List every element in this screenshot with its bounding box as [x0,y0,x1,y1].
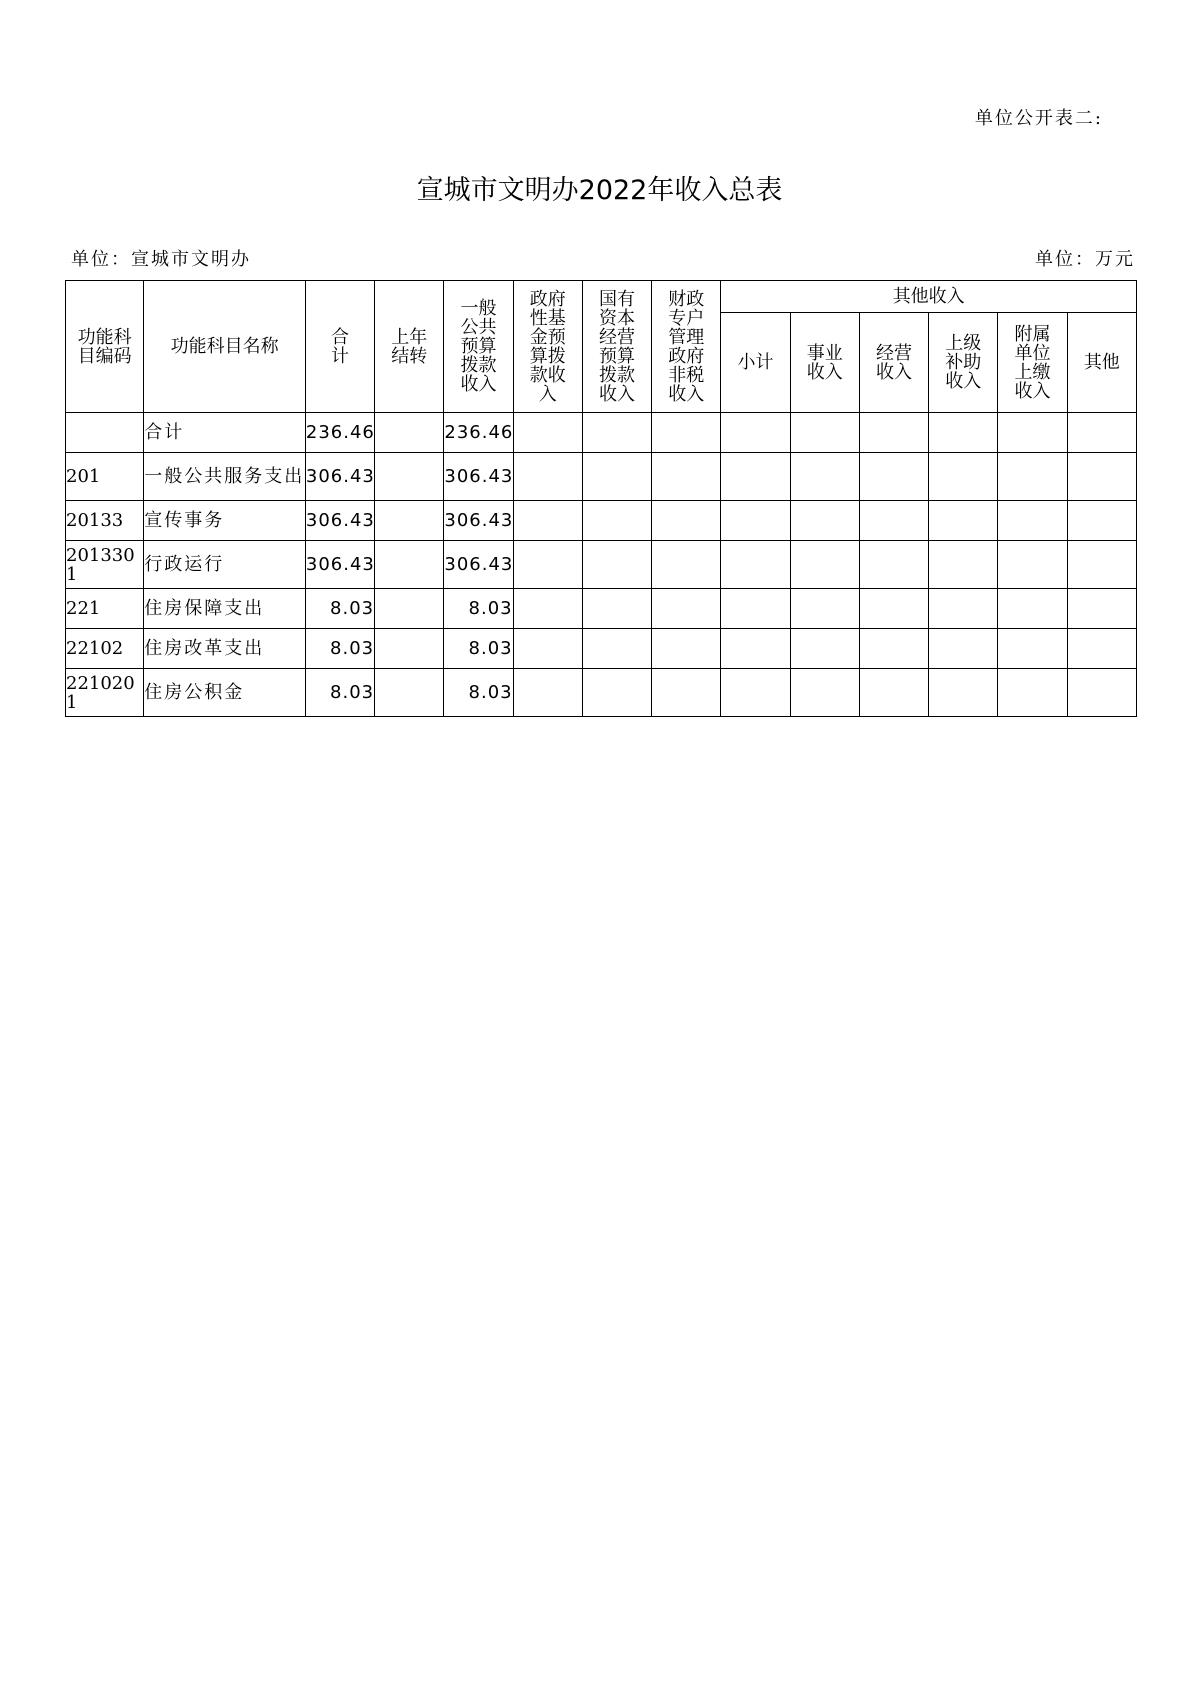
table-row [66,413,1137,453]
header-other-misc: 其他 [1067,313,1136,413]
table-row [66,453,1137,501]
row-general-budget: 306.43 [444,453,513,501]
row-name: 住房改革支出 [144,629,306,669]
row-name: 住房保障支出 [144,589,306,629]
row-total: 306.43 [305,541,374,589]
header-name: 功能科目名称 [144,281,306,413]
row-total: 8.03 [305,629,374,669]
header-general-budget: 一般公共预算拨款收入 [444,281,513,413]
row-code: 20133 [66,501,144,541]
row-name: 一般公共服务支出 [144,453,306,501]
header-other-affiliated: 附属单位上缴收入 [998,313,1067,413]
page-title: 宣城市文明办2022年收入总表 [416,175,783,206]
form-number: 单位公开表二: [974,108,1103,129]
row-general-budget: 8.03 [444,629,513,669]
row-general-budget: 8.03 [444,589,513,629]
table-row [66,589,1137,629]
row-carryover [375,453,444,501]
row-total: 306.43 [305,501,374,541]
row-general-budget: 306.43 [444,541,513,589]
income-summary-table [65,280,1137,717]
row-carryover [375,541,444,589]
row-total: 306.43 [305,453,374,501]
row-carryover [375,589,444,629]
reporting-unit: 单位：宣城市文明办 [71,249,251,270]
header-other-income: 其他收入 [721,281,1137,313]
header-carryover: 上年结转 [375,281,444,413]
table-row [66,629,1137,669]
row-name: 宣传事务 [144,501,306,541]
header-state-capital: 国有资本经营预算拨款收入 [582,281,651,413]
row-code: 22102 [66,629,144,669]
header-other-subtotal: 小计 [721,313,790,413]
header-other-operating: 经营收入 [859,313,928,413]
header-total: 合计 [305,281,374,413]
row-code: 2210201 [66,669,144,717]
row-general-budget: 306.43 [444,501,513,541]
row-name: 合计 [144,413,306,453]
row-total: 8.03 [305,589,374,629]
row-carryover [375,413,444,453]
row-name: 行政运行 [144,541,306,589]
header-other-superior: 上级补助收入 [929,313,998,413]
row-carryover [375,501,444,541]
row-code: 2013301 [66,541,144,589]
row-general-budget: 8.03 [444,669,513,717]
row-carryover [375,669,444,717]
table-row [66,501,1137,541]
header-fiscal-special: 财政专户管理政府非税收入 [652,281,721,413]
table-row [66,541,1137,589]
row-code: 201 [66,453,144,501]
row-code [66,413,144,453]
row-name: 住房公积金 [144,669,306,717]
row-total: 236.46 [305,413,374,453]
row-code: 221 [66,589,144,629]
row-carryover [375,629,444,669]
currency-unit: 单位：万元 [1035,249,1135,270]
header-other-business: 事业收入 [790,313,859,413]
row-total: 8.03 [305,669,374,717]
header-gov-fund: 政府性基金预算拨款收入 [513,281,582,413]
header-code: 功能科目编码 [66,281,144,413]
table-row [66,669,1137,717]
row-general-budget: 236.46 [444,413,513,453]
